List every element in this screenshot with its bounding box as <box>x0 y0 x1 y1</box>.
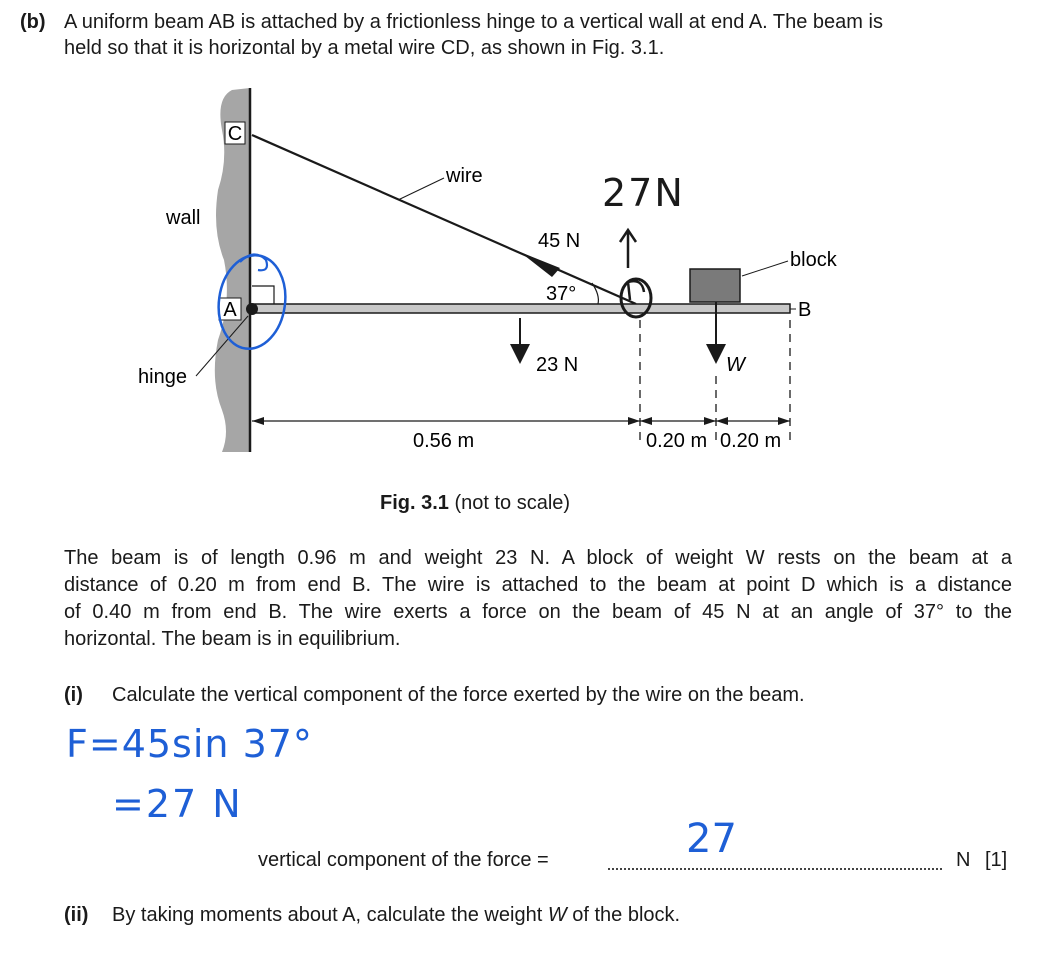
dim-arrow-left <box>252 417 264 425</box>
body-line-1: The beam is of length 0.96 m and weight 23 N. A block of weight W rests on the beam at a <box>64 547 1012 569</box>
label-wall: wall <box>166 207 201 229</box>
label-b: B <box>798 299 812 321</box>
label-block: block <box>790 249 837 271</box>
part-i-text: Calculate the vertical component of the force exerted by the wire on the beam. <box>112 684 805 706</box>
label-dist-020-a: 0.20 m <box>646 430 708 452</box>
part-i-label: (i) <box>64 684 83 706</box>
intro-line-1: A uniform beam AB is attached by a frictionless hinge to a vertical wall at end A. The beam is <box>64 11 883 33</box>
question-label: (b) <box>20 11 46 33</box>
hand-27n-force: 27N <box>602 171 685 215</box>
wire-leader <box>398 178 444 200</box>
block <box>690 269 740 302</box>
body-line-2: distance of 0.20 m from end B. The wire is attached to the beam at point D which is a distance <box>64 574 1012 596</box>
caption-rest: (not to scale) <box>448 492 571 514</box>
label-hinge: hinge <box>138 366 187 388</box>
answer-dotted-line[interactable] <box>608 868 942 870</box>
beam <box>250 304 790 313</box>
right-angle-marker <box>252 286 274 304</box>
label-23n: 23 N <box>536 354 579 376</box>
wire-force-arrow <box>520 252 560 277</box>
label-45n: 45 N <box>538 230 581 252</box>
hand-up-arrow <box>620 230 636 268</box>
label-c: C <box>227 123 243 145</box>
label-w: W <box>726 354 745 376</box>
label-37deg: 37° <box>546 283 577 305</box>
part-ii-text-after: of the block. <box>566 904 681 926</box>
label-dist-020-b: 0.20 m <box>720 430 782 452</box>
label-wire: wire <box>446 165 483 187</box>
label-a: A <box>223 299 237 321</box>
answer-unit: N <box>956 849 971 871</box>
dim-arrow-d-left <box>628 417 640 425</box>
answer-marks: [1] <box>985 849 1008 871</box>
label-dist-056: 0.56 m <box>413 430 475 452</box>
dim-arrow-right <box>778 417 790 425</box>
part-ii-text <box>112 903 680 927</box>
part-ii-text-before: By taking moments about A, calculate the weight <box>112 904 548 926</box>
figure-caption <box>380 491 570 515</box>
body-line-4: horizontal. The beam is in equilibrium. <box>64 628 401 650</box>
answer-label: vertical component of the force = <box>258 849 549 871</box>
block-leader <box>742 261 788 276</box>
hand-mark-d <box>628 281 644 300</box>
dim-arrow-w-left <box>704 417 716 425</box>
hand-work-line-1: F=45sin 37° <box>66 722 313 766</box>
body-line-3: of 0.40 m from end B. The wire exerts a force on the beam of 45 N at an angle of 37° to the <box>64 601 1012 623</box>
hand-answer-value: 27 <box>686 816 737 862</box>
part-ii-var: W <box>547 904 567 926</box>
wire-line <box>252 135 636 304</box>
hand-work-line-2: =27 N <box>112 782 243 826</box>
dim-arrow-w-right <box>716 417 728 425</box>
hinge-pin <box>246 303 258 315</box>
part-ii-label: (ii) <box>64 904 89 926</box>
intro-line-2: held so that it is horizontal by a metal wire CD, as shown in Fig. 3.1. <box>64 37 665 59</box>
caption-bold: Fig. 3.1 <box>380 492 449 514</box>
dim-arrow-d-right <box>640 417 652 425</box>
